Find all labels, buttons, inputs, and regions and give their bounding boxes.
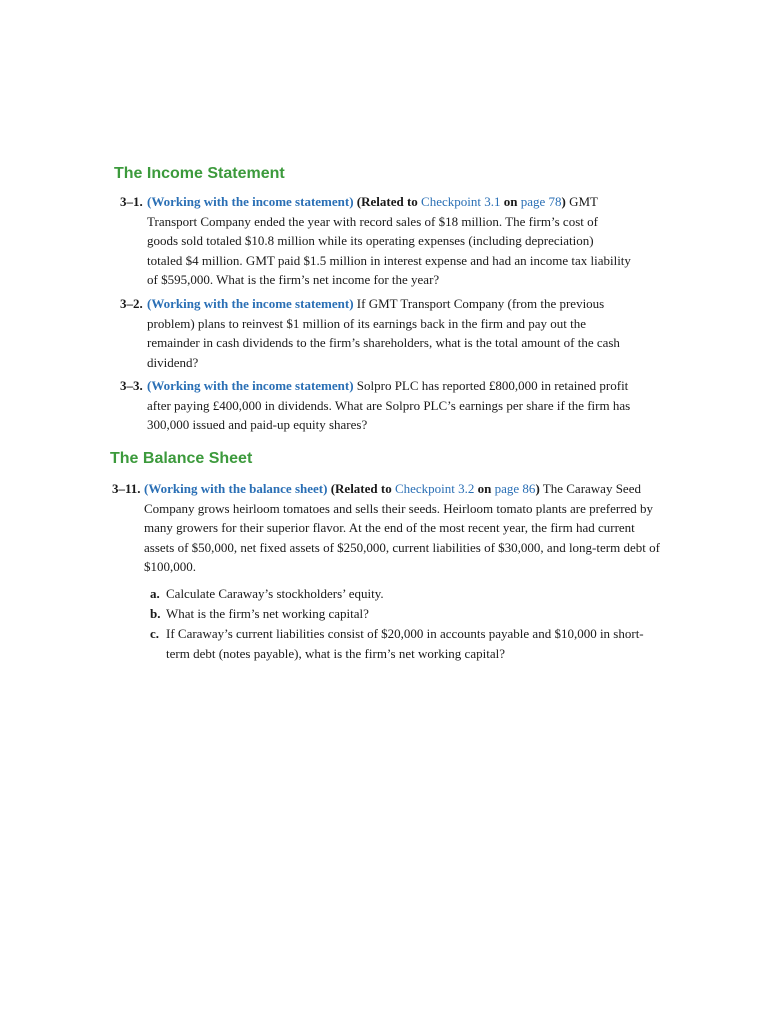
problem-body [120,192,632,290]
sub-question-letter: a. [150,586,160,601]
problem-body [120,376,632,435]
problem-3-3 [120,376,632,435]
related-suffix: ) [561,194,566,209]
checkpoint-link[interactable]: Checkpoint 3.1 [421,194,501,209]
sub-question-list [150,584,662,664]
problem-text: GMT Transport Company ended the year with record sales of $18 million. The firm’s cost of goods sold totaled $10.8 million while its operating expenses (including depreciation) totaled $4 million. GMT paid $1.5 million in interest expense and had an income tax liability of $595,000. What is the firm’s net income for the year? [147,194,631,287]
problem-3-2 [120,294,632,372]
section-heading-income-statement: The Income Statement [114,165,285,182]
section-heading-balance-sheet: The Balance Sheet [110,450,253,467]
sub-question-text: What is the firm’s net working capital? [166,606,369,621]
problem-3-11 [112,479,660,577]
page-link[interactable]: page 78 [520,194,562,209]
problem-topic: (Working with the balance sheet) [144,481,328,496]
problem-body [120,294,632,372]
related-prefix: (Related to [356,194,418,209]
problem-number: 3–3. [120,378,143,393]
problem-topic: (Working with the income statement) [147,194,354,209]
problem-text: If GMT Transport Company (from the previous problem) plans to reinvest $1 million of its earnings back in the firm and pay out the remainder in cash dividends to the firm’s shareholders, what is the total amount of the cash dividend? [147,296,620,370]
problem-3-1 [120,192,632,290]
related-suffix: ) [535,481,540,496]
problem-text: The Caraway Seed Company grows heirloom tomatoes and sells their seeds. Heirloom tomato plants are preferred by many growers for their superior flavor. At the end of the most recent year, the firm had current assets of $50,000, net fixed assets of $250,000, current liabilities of $30,000, and long-term debt of $100,000. [144,481,660,574]
sub-question-a [150,584,662,604]
problem-body [112,479,660,577]
problem-topic: (Working with the income statement) [147,378,354,393]
sub-question-text: Calculate Caraway’s stockholders’ equity. [166,586,384,601]
problem-number: 3–11. [112,481,141,496]
problem-number: 3–1. [120,194,143,209]
checkpoint-link[interactable]: Checkpoint 3.2 [394,481,475,496]
sub-question-letter: b. [150,606,161,621]
sub-question-c [150,624,662,664]
problem-topic: (Working with the income statement) [147,296,354,311]
sub-question-letter: c. [150,626,160,641]
problem-text: Solpro PLC has reported £800,000 in retained profit after paying £400,000 in dividends. What are Solpro PLC’s earnings per share if the firm has 300,000 issued and paid-up equity shares? [147,378,631,432]
related-on: on [503,194,518,209]
sub-question-text: If Caraway’s current liabilities consist of $20,000 in accounts payable and $10,000 in short-term debt (notes payable), what is the firm’s net working capital? [166,626,644,661]
problem-number: 3–2. [120,296,143,311]
page-link[interactable]: page 86 [494,481,536,496]
sub-question-b [150,604,662,624]
related-on: on [477,481,492,496]
related-prefix: (Related to [330,481,392,496]
